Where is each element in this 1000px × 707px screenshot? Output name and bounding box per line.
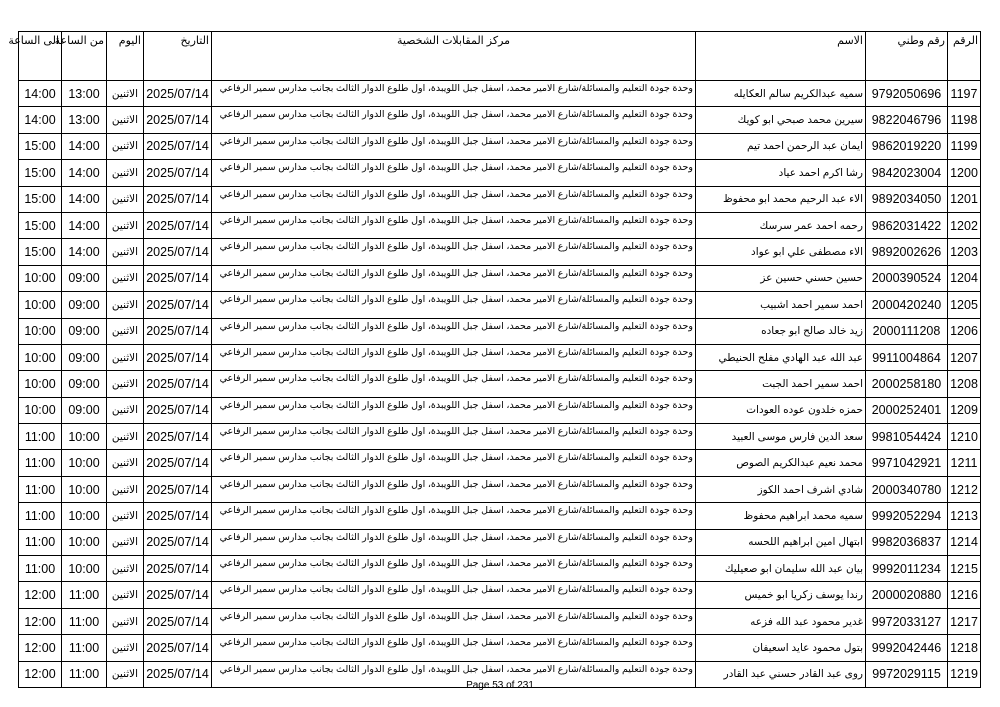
cell-from-time: 10:00 <box>62 450 107 476</box>
cell-national-id: 2000390524 <box>866 265 948 291</box>
cell-num: 1202 <box>948 212 981 238</box>
cell-day: الاثنين <box>107 133 144 159</box>
cell-num: 1216 <box>948 582 981 608</box>
cell-date: 2025/07/14 <box>144 265 212 291</box>
cell-num: 1203 <box>948 239 981 265</box>
cell-national-id: 9971042921 <box>866 450 948 476</box>
cell-name: سميه محمد ابراهيم محفوظ <box>696 503 866 529</box>
cell-center: وحدة جودة التعليم والمسائلة/شارع الامير محمد، اسفل جبل اللويبدة، اول طلوع الدوار الثالث بجانب مدارس سمير الرفاعي <box>212 265 696 291</box>
cell-day: الاثنين <box>107 239 144 265</box>
cell-day: الاثنين <box>107 476 144 502</box>
cell-date: 2025/07/14 <box>144 239 212 265</box>
cell-num: 1211 <box>948 450 981 476</box>
cell-name: بتول محمود عايد اسعيفان <box>696 635 866 661</box>
cell-from-time: 10:00 <box>62 476 107 502</box>
table-row <box>19 556 981 582</box>
table-row <box>19 186 981 212</box>
cell-name: بيان عبد الله سليمان ابو صعيليك <box>696 556 866 582</box>
cell-center: وحدة جودة التعليم والمسائلة/شارع الامير محمد، اسفل جبل اللويبدة، اول طلوع الدوار الثالث بجانب مدارس سمير الرفاعي <box>212 661 696 687</box>
cell-to-time: 15:00 <box>19 212 62 238</box>
cell-national-id: 9892034050 <box>866 186 948 212</box>
cell-date: 2025/07/14 <box>144 107 212 133</box>
cell-center: وحدة جودة التعليم والمسائلة/شارع الامير محمد، اسفل جبل اللويبدة، اول طلوع الدوار الثالث بجانب مدارس سمير الرفاعي <box>212 476 696 502</box>
cell-day: الاثنين <box>107 608 144 634</box>
cell-national-id: 9822046796 <box>866 107 948 133</box>
cell-date: 2025/07/14 <box>144 81 212 107</box>
cell-num: 1219 <box>948 661 981 687</box>
cell-date: 2025/07/14 <box>144 318 212 344</box>
cell-from-time: 11:00 <box>62 661 107 687</box>
cell-national-id: 9972029115 <box>866 661 948 687</box>
cell-center: وحدة جودة التعليم والمسائلة/شارع الامير محمد، اسفل جبل اللويبدة، اول طلوع الدوار الثالث بجانب مدارس سمير الرفاعي <box>212 450 696 476</box>
header-to-time: الى الساعة <box>19 32 62 81</box>
cell-center: وحدة جودة التعليم والمسائلة/شارع الامير محمد، اسفل جبل اللويبدة، اول طلوع الدوار الثالث بجانب مدارس سمير الرفاعي <box>212 556 696 582</box>
cell-date: 2025/07/14 <box>144 608 212 634</box>
cell-date: 2025/07/14 <box>144 476 212 502</box>
table-row <box>19 608 981 634</box>
cell-center: وحدة جودة التعليم والمسائلة/شارع الامير محمد، اسفل جبل اللويبدة، اول طلوع الدوار الثالث بجانب مدارس سمير الرفاعي <box>212 582 696 608</box>
cell-name: حسين حسني حسين عز <box>696 265 866 291</box>
cell-name: عبد الله عبد الهادي مفلح الحنيطي <box>696 344 866 370</box>
table-row <box>19 424 981 450</box>
cell-from-time: 14:00 <box>62 160 107 186</box>
cell-national-id: 9842023004 <box>866 160 948 186</box>
cell-from-time: 10:00 <box>62 424 107 450</box>
cell-center: وحدة جودة التعليم والمسائلة/شارع الامير محمد، اسفل جبل اللويبدة، اول طلوع الدوار الثالث بجانب مدارس سمير الرفاعي <box>212 397 696 423</box>
cell-to-time: 11:00 <box>19 450 62 476</box>
cell-name: روى عبد القادر حسني عبد القادر <box>696 661 866 687</box>
cell-name: احمد سمير احمد اشبيب <box>696 292 866 318</box>
cell-name: ابتهال امين ابراهيم اللحسه <box>696 529 866 555</box>
cell-num: 1214 <box>948 529 981 555</box>
cell-to-time: 15:00 <box>19 239 62 265</box>
cell-date: 2025/07/14 <box>144 529 212 555</box>
cell-center: وحدة جودة التعليم والمسائلة/شارع الامير محمد، اسفل جبل اللويبدة، اول طلوع الدوار الثالث بجانب مدارس سمير الرفاعي <box>212 81 696 107</box>
cell-date: 2025/07/14 <box>144 160 212 186</box>
cell-to-time: 14:00 <box>19 81 62 107</box>
cell-name: حمزه خلدون عوده العودات <box>696 397 866 423</box>
table-row <box>19 107 981 133</box>
cell-num: 1208 <box>948 371 981 397</box>
cell-day: الاثنين <box>107 212 144 238</box>
cell-name: رندا يوسف زكريا ابو خميس <box>696 582 866 608</box>
header-day: اليوم <box>107 32 144 81</box>
cell-from-time: 09:00 <box>62 318 107 344</box>
cell-to-time: 10:00 <box>19 344 62 370</box>
cell-day: الاثنين <box>107 661 144 687</box>
interview-schedule-table <box>8 31 981 688</box>
cell-center: وحدة جودة التعليم والمسائلة/شارع الامير محمد، اسفل جبل اللويبدة، اول طلوع الدوار الثالث بجانب مدارس سمير الرفاعي <box>212 371 696 397</box>
cell-from-time: 09:00 <box>62 397 107 423</box>
cell-name: زيد خالد صالح ابو جعاده <box>696 318 866 344</box>
cell-from-time: 14:00 <box>62 186 107 212</box>
cell-to-time: 10:00 <box>19 397 62 423</box>
cell-national-id: 9982036837 <box>866 529 948 555</box>
cell-to-time: 10:00 <box>19 371 62 397</box>
cell-num: 1206 <box>948 318 981 344</box>
cell-to-time: 12:00 <box>19 661 62 687</box>
cell-national-id: 9992042446 <box>866 635 948 661</box>
cell-national-id: 2000020880 <box>866 582 948 608</box>
cell-from-time: 10:00 <box>62 503 107 529</box>
table-row <box>19 344 981 370</box>
table-row <box>19 292 981 318</box>
cell-date: 2025/07/14 <box>144 212 212 238</box>
cell-center: وحدة جودة التعليم والمسائلة/شارع الامير محمد، اسفل جبل اللويبدة، اول طلوع الدوار الثالث بجانب مدارس سمير الرفاعي <box>212 503 696 529</box>
cell-national-id: 2000111208 <box>866 318 948 344</box>
cell-day: الاثنين <box>107 160 144 186</box>
header-national-id: رقم وطني <box>866 32 948 81</box>
cell-date: 2025/07/14 <box>144 371 212 397</box>
cell-to-time: 15:00 <box>19 133 62 159</box>
cell-to-time: 10:00 <box>19 265 62 291</box>
cell-day: الاثنين <box>107 81 144 107</box>
cell-from-time: 11:00 <box>62 582 107 608</box>
cell-name: سميه عبدالكريم سالم العكايله <box>696 81 866 107</box>
cell-day: الاثنين <box>107 107 144 133</box>
cell-name: احمد سمير احمد الجبت <box>696 371 866 397</box>
cell-from-time: 14:00 <box>62 212 107 238</box>
cell-day: الاثنين <box>107 424 144 450</box>
cell-day: الاثنين <box>107 371 144 397</box>
cell-day: الاثنين <box>107 635 144 661</box>
cell-center: وحدة جودة التعليم والمسائلة/شارع الامير محمد، اسفل جبل اللويبدة، اول طلوع الدوار الثالث بجانب مدارس سمير الرفاعي <box>212 635 696 661</box>
cell-day: الاثنين <box>107 318 144 344</box>
cell-center: وحدة جودة التعليم والمسائلة/شارع الامير محمد، اسفل جبل اللويبدة، اول طلوع الدوار الثالث بجانب مدارس سمير الرفاعي <box>212 239 696 265</box>
cell-num: 1213 <box>948 503 981 529</box>
cell-from-time: 09:00 <box>62 265 107 291</box>
cell-num: 1199 <box>948 133 981 159</box>
cell-from-time: 09:00 <box>62 292 107 318</box>
cell-num: 1212 <box>948 476 981 502</box>
cell-date: 2025/07/14 <box>144 503 212 529</box>
cell-national-id: 2000420240 <box>866 292 948 318</box>
cell-num: 1204 <box>948 265 981 291</box>
cell-to-time: 11:00 <box>19 503 62 529</box>
cell-date: 2025/07/14 <box>144 344 212 370</box>
cell-date: 2025/07/14 <box>144 186 212 212</box>
cell-to-time: 11:00 <box>19 476 62 502</box>
cell-num: 1217 <box>948 608 981 634</box>
table-row <box>19 529 981 555</box>
cell-num: 1207 <box>948 344 981 370</box>
cell-name: الاء مصطفى علي ابو عواد <box>696 239 866 265</box>
header-date: التاريخ <box>144 32 212 81</box>
cell-to-time: 10:00 <box>19 292 62 318</box>
table-row <box>19 476 981 502</box>
header-center: مركز المقابلات الشخصية <box>212 32 696 81</box>
cell-national-id: 9981054424 <box>866 424 948 450</box>
cell-num: 1197 <box>948 81 981 107</box>
cell-day: الاثنين <box>107 397 144 423</box>
table-row <box>19 81 981 107</box>
cell-center: وحدة جودة التعليم والمسائلة/شارع الامير محمد، اسفل جبل اللويبدة، اول طلوع الدوار الثالث بجانب مدارس سمير الرفاعي <box>212 107 696 133</box>
cell-center: وحدة جودة التعليم والمسائلة/شارع الامير محمد، اسفل جبل اللويبدة، اول طلوع الدوار الثالث بجانب مدارس سمير الرفاعي <box>212 318 696 344</box>
cell-to-time: 12:00 <box>19 635 62 661</box>
cell-num: 1200 <box>948 160 981 186</box>
cell-to-time: 15:00 <box>19 160 62 186</box>
cell-national-id: 9862019220 <box>866 133 948 159</box>
table-row <box>19 450 981 476</box>
cell-national-id: 9892002626 <box>866 239 948 265</box>
cell-name: رحمه احمد عمر سرسك <box>696 212 866 238</box>
cell-from-time: 10:00 <box>62 556 107 582</box>
cell-day: الاثنين <box>107 450 144 476</box>
cell-national-id: 2000252401 <box>866 397 948 423</box>
cell-day: الاثنين <box>107 186 144 212</box>
cell-date: 2025/07/14 <box>144 556 212 582</box>
cell-from-time: 10:00 <box>62 529 107 555</box>
table-row <box>19 265 981 291</box>
cell-from-time: 09:00 <box>62 344 107 370</box>
cell-name: ايمان عبد الرحمن احمد تيم <box>696 133 866 159</box>
table-row <box>19 239 981 265</box>
cell-from-time: 11:00 <box>62 635 107 661</box>
cell-day: الاثنين <box>107 503 144 529</box>
cell-date: 2025/07/14 <box>144 582 212 608</box>
cell-center: وحدة جودة التعليم والمسائلة/شارع الامير محمد، اسفل جبل اللويبدة، اول طلوع الدوار الثالث بجانب مدارس سمير الرفاعي <box>212 186 696 212</box>
cell-name: رشا اكرم احمد عياد <box>696 160 866 186</box>
cell-national-id: 9972033127 <box>866 608 948 634</box>
page-footer: Page 53 of 231 <box>466 680 534 691</box>
cell-name: شادي اشرف احمد الكوز <box>696 476 866 502</box>
cell-national-id: 9992011234 <box>866 556 948 582</box>
cell-date: 2025/07/14 <box>144 133 212 159</box>
cell-center: وحدة جودة التعليم والمسائلة/شارع الامير محمد، اسفل جبل اللويبدة، اول طلوع الدوار الثالث بجانب مدارس سمير الرفاعي <box>212 212 696 238</box>
cell-num: 1209 <box>948 397 981 423</box>
cell-date: 2025/07/14 <box>144 292 212 318</box>
cell-from-time: 13:00 <box>62 107 107 133</box>
cell-name: غدير محمود عبد الله فزعه <box>696 608 866 634</box>
cell-to-time: 11:00 <box>19 529 62 555</box>
cell-center: وحدة جودة التعليم والمسائلة/شارع الامير محمد، اسفل جبل اللويبدة، اول طلوع الدوار الثالث بجانب مدارس سمير الرفاعي <box>212 133 696 159</box>
cell-from-time: 09:00 <box>62 371 107 397</box>
table-row <box>19 212 981 238</box>
cell-to-time: 11:00 <box>19 556 62 582</box>
table-row <box>19 160 981 186</box>
cell-national-id: 9911004864 <box>866 344 948 370</box>
cell-from-time: 14:00 <box>62 133 107 159</box>
cell-day: الاثنين <box>107 529 144 555</box>
table-row <box>19 318 981 344</box>
cell-name: سعد الدين فارس موسى العبيد <box>696 424 866 450</box>
table-row <box>19 371 981 397</box>
cell-day: الاثنين <box>107 556 144 582</box>
cell-name: سيرين محمد صبحي ابو كويك <box>696 107 866 133</box>
table-body <box>19 81 981 688</box>
cell-num: 1205 <box>948 292 981 318</box>
cell-national-id: 9792050696 <box>866 81 948 107</box>
cell-num: 1218 <box>948 635 981 661</box>
cell-center: وحدة جودة التعليم والمسائلة/شارع الامير محمد، اسفل جبل اللويبدة، اول طلوع الدوار الثالث بجانب مدارس سمير الرفاعي <box>212 292 696 318</box>
cell-to-time: 12:00 <box>19 582 62 608</box>
cell-day: الاثنين <box>107 265 144 291</box>
cell-to-time: 12:00 <box>19 608 62 634</box>
cell-from-time: 11:00 <box>62 608 107 634</box>
header-num: الرقم <box>948 32 981 81</box>
cell-date: 2025/07/14 <box>144 397 212 423</box>
cell-date: 2025/07/14 <box>144 450 212 476</box>
cell-center: وحدة جودة التعليم والمسائلة/شارع الامير محمد، اسفل جبل اللويبدة، اول طلوع الدوار الثالث بجانب مدارس سمير الرفاعي <box>212 608 696 634</box>
cell-date: 2025/07/14 <box>144 661 212 687</box>
cell-day: الاثنين <box>107 292 144 318</box>
table-header-row <box>19 32 981 81</box>
header-name: الاسم <box>696 32 866 81</box>
cell-from-time: 13:00 <box>62 81 107 107</box>
cell-center: وحدة جودة التعليم والمسائلة/شارع الامير محمد، اسفل جبل اللويبدة، اول طلوع الدوار الثالث بجانب مدارس سمير الرفاعي <box>212 344 696 370</box>
cell-to-time: 11:00 <box>19 424 62 450</box>
cell-national-id: 2000258180 <box>866 371 948 397</box>
cell-to-time: 15:00 <box>19 186 62 212</box>
cell-num: 1215 <box>948 556 981 582</box>
cell-center: وحدة جودة التعليم والمسائلة/شارع الامير محمد، اسفل جبل اللويبدة، اول طلوع الدوار الثالث بجانب مدارس سمير الرفاعي <box>212 529 696 555</box>
cell-to-time: 10:00 <box>19 318 62 344</box>
cell-num: 1201 <box>948 186 981 212</box>
cell-national-id: 2000340780 <box>866 476 948 502</box>
cell-day: الاثنين <box>107 344 144 370</box>
cell-day: الاثنين <box>107 582 144 608</box>
cell-date: 2025/07/14 <box>144 635 212 661</box>
cell-center: وحدة جودة التعليم والمسائلة/شارع الامير محمد، اسفل جبل اللويبدة، اول طلوع الدوار الثالث بجانب مدارس سمير الرفاعي <box>212 424 696 450</box>
interview-schedule-sheet <box>8 31 980 688</box>
cell-to-time: 14:00 <box>19 107 62 133</box>
table-row <box>19 133 981 159</box>
table-row <box>19 582 981 608</box>
table-row <box>19 397 981 423</box>
cell-name: الاء عبد الرحيم محمد ابو محفوظ <box>696 186 866 212</box>
cell-center: وحدة جودة التعليم والمسائلة/شارع الامير محمد، اسفل جبل اللويبدة، اول طلوع الدوار الثالث بجانب مدارس سمير الرفاعي <box>212 160 696 186</box>
table-row <box>19 635 981 661</box>
cell-name: محمد نعيم عبدالكريم الصوص <box>696 450 866 476</box>
table-row <box>19 503 981 529</box>
cell-date: 2025/07/14 <box>144 424 212 450</box>
cell-from-time: 14:00 <box>62 239 107 265</box>
cell-num: 1210 <box>948 424 981 450</box>
cell-national-id: 9992052294 <box>866 503 948 529</box>
cell-num: 1198 <box>948 107 981 133</box>
header-from-time: من الساعة <box>62 32 107 81</box>
cell-national-id: 9862031422 <box>866 212 948 238</box>
